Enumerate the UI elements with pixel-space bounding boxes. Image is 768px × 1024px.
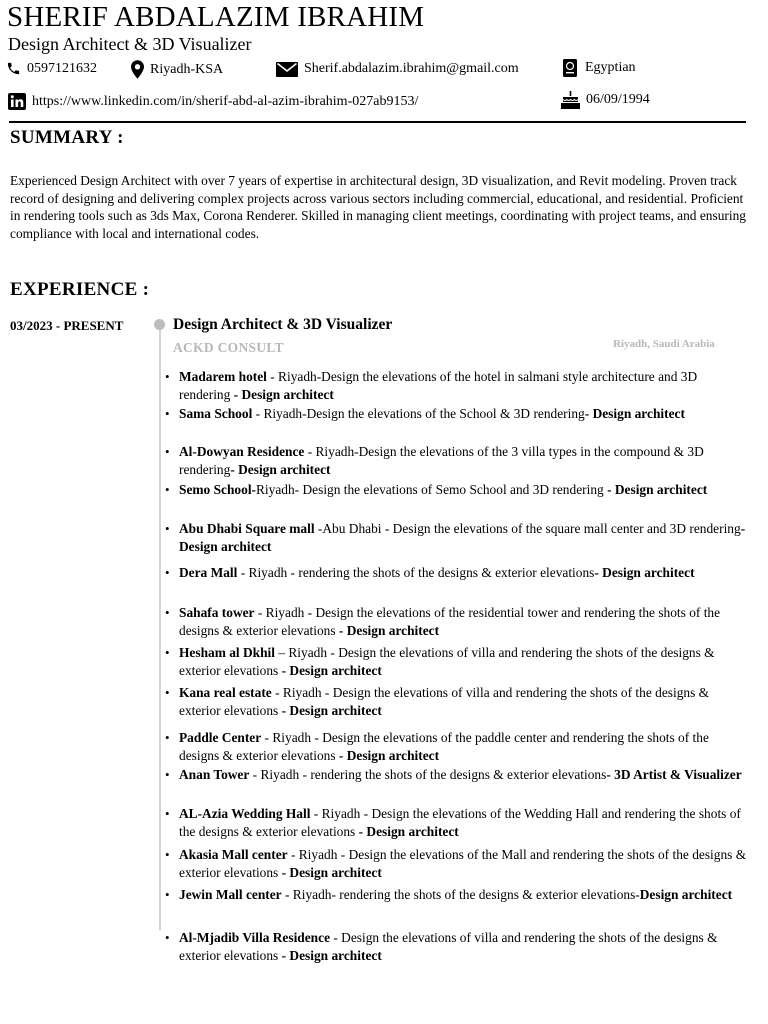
passport-icon	[563, 59, 577, 77]
project-role: - Design architect	[278, 864, 382, 880]
contact-location	[131, 60, 223, 79]
project-description: -Abu Dhabi - Design the elevations of the square mall center and 3D rendering	[314, 521, 741, 536]
project-item	[179, 644, 751, 679]
timeline-dot	[154, 319, 165, 330]
project-name: Madarem hotel	[179, 369, 267, 384]
envelope-icon	[276, 62, 298, 77]
project-description: - Riyadh - rendering the shots of the designs & exterior elevations	[249, 767, 607, 782]
project-role: - Design architect	[230, 386, 334, 402]
project-description: - Riyadh - Design the elevations of the Mall and rendering the shots of the designs & exterior elevations	[179, 847, 747, 880]
experience-heading: EXPERIENCE :	[10, 279, 150, 300]
phone-number[interactable]: 0597121632	[27, 60, 97, 76]
project-item	[179, 805, 751, 840]
project-role: - Design architect	[338, 622, 440, 638]
project-role: - 3D Artist & Visualizer	[606, 767, 742, 782]
phone-icon	[6, 60, 21, 77]
project-description: - Riyadh-Design the elevations of the 3 villa types in the compound & 3D rendering	[179, 444, 704, 477]
project-role: -Design architect	[179, 521, 746, 554]
project-item	[179, 604, 751, 639]
project-description: - Riyadh- rendering the shots of the designs & exterior elevations-	[281, 887, 640, 902]
project-description: - Riyadh - Design the elevations of the residential tower and rendering the shots of the designs & exterior elevations	[179, 605, 721, 638]
project-name: Hesham al Dkhil	[179, 645, 275, 660]
birthday-cake-icon	[561, 91, 580, 109]
project-description: Riyadh- Design the elevations of Semo School and 3D rendering	[256, 482, 604, 497]
project-description: - Riyadh - Design the elevations of villa and rendering the shots of the designs & exterior elevations	[179, 685, 710, 718]
project-item	[179, 368, 751, 403]
project-name: Al-Mjadib Villa Residence	[179, 930, 331, 945]
project-name: Al-Dowyan Residence	[179, 444, 305, 459]
contact-linkedin	[8, 93, 418, 110]
project-role: - Design architect	[278, 702, 382, 718]
project-name: Akasia Mall center	[179, 847, 288, 862]
company-name: ACKD CONSULT	[173, 340, 284, 355]
linkedin-link[interactable]: https://www.linkedin.com/in/sherif-abd-al-azim-ibrahim-027ab9153/	[32, 93, 419, 109]
project-item	[179, 929, 751, 964]
project-name: Semo School-	[179, 482, 256, 497]
summary-paragraph: Experienced Design Architect with over 7 years of expertise in architectural design, 3D visualization, and Revit modeling. Proven track record of designing and delivering complex projects across various sectors including commercial, educational, and residential. Proficient in rendering tools such as 3ds Max, Corona Renderer. Skilled in managing client meetings, coordinating with project teams, and ensuring compliance with local and international codes.	[10, 173, 746, 241]
project-role: - Design architect	[278, 662, 382, 678]
job-date-range: 03/2023 - PRESENT	[10, 318, 124, 333]
map-pin-icon	[131, 60, 144, 79]
project-name: AL-Azia Wedding Hall	[179, 806, 311, 821]
job-title: Design Architect & 3D Visualizer	[173, 316, 393, 333]
project-role: - Design architect	[603, 482, 708, 497]
candidate-title: Design Architect & 3D Visualizer	[8, 34, 252, 54]
project-item	[179, 684, 751, 719]
project-role: - Design architect	[584, 406, 685, 421]
project-name: Paddle Center	[179, 730, 262, 745]
location-text: Riyadh-KSA	[150, 61, 224, 77]
project-name: Abu Dhabi Square mall	[179, 521, 315, 536]
project-name: Sahafa tower	[179, 605, 255, 620]
linkedin-icon	[8, 93, 26, 110]
project-description: - Riyadh - Design the elevations of the paddle center and rendering the shots of the designs & exterior elevations	[179, 730, 709, 763]
project-name: Kana real estate	[179, 685, 272, 700]
contact-email	[276, 61, 519, 77]
project-item	[179, 846, 751, 881]
project-item	[179, 520, 751, 555]
project-role: - Design architect	[278, 947, 382, 963]
project-item	[179, 443, 751, 478]
project-item	[179, 729, 751, 764]
contact-phone	[6, 60, 97, 77]
job-location: Riyadh, Saudi Arabia	[613, 338, 715, 350]
project-role: - Design architect	[355, 823, 459, 839]
project-item	[179, 886, 751, 904]
project-name: Jewin Mall center	[179, 887, 282, 902]
birthdate-text: 06/09/1994	[586, 92, 650, 107]
contact-birthdate	[561, 91, 650, 109]
nationality-text: Egyptian	[585, 60, 636, 75]
timeline-line	[159, 325, 161, 930]
project-name: Dera Mall	[179, 565, 238, 580]
project-item	[179, 405, 751, 423]
project-description: - Riyadh - Design the elevations of the Wedding Hall and rendering the shots of the designs & exterior elevations	[179, 806, 741, 839]
project-name: Anan Tower	[179, 767, 250, 782]
project-item	[179, 481, 751, 499]
summary-heading: SUMMARY :	[10, 127, 124, 148]
project-name: Sama School	[179, 406, 253, 421]
email-link[interactable]: Sherif.abdalazim.ibrahim@gmail.com	[304, 61, 519, 76]
project-description: - Riyadh - rendering the shots of the designs & exterior elevations	[237, 565, 595, 580]
header-divider	[9, 121, 746, 123]
project-description: – Riyadh - Design the elevations of villa and rendering the shots of the designs & exterior elevations	[179, 645, 715, 678]
candidate-name: SHERIF ABDALAZIM IBRAHIM	[7, 1, 425, 33]
project-item	[179, 766, 751, 784]
project-role: - Design architect	[230, 461, 331, 477]
project-role: - Design architect	[335, 747, 440, 763]
project-role: - Design architect	[594, 565, 695, 580]
contact-nationality	[563, 59, 636, 77]
project-description: - Design the elevations of villa and rendering the shots of the designs & exterior elevations	[179, 930, 718, 963]
project-role: Design architect	[639, 887, 733, 902]
project-item	[179, 564, 751, 582]
project-description: - Riyadh-Design the elevations of the School & 3D rendering	[252, 406, 585, 421]
project-description: - Riyadh-Design the elevations of the hotel in salmani style architecture and 3D rendering	[179, 369, 698, 402]
